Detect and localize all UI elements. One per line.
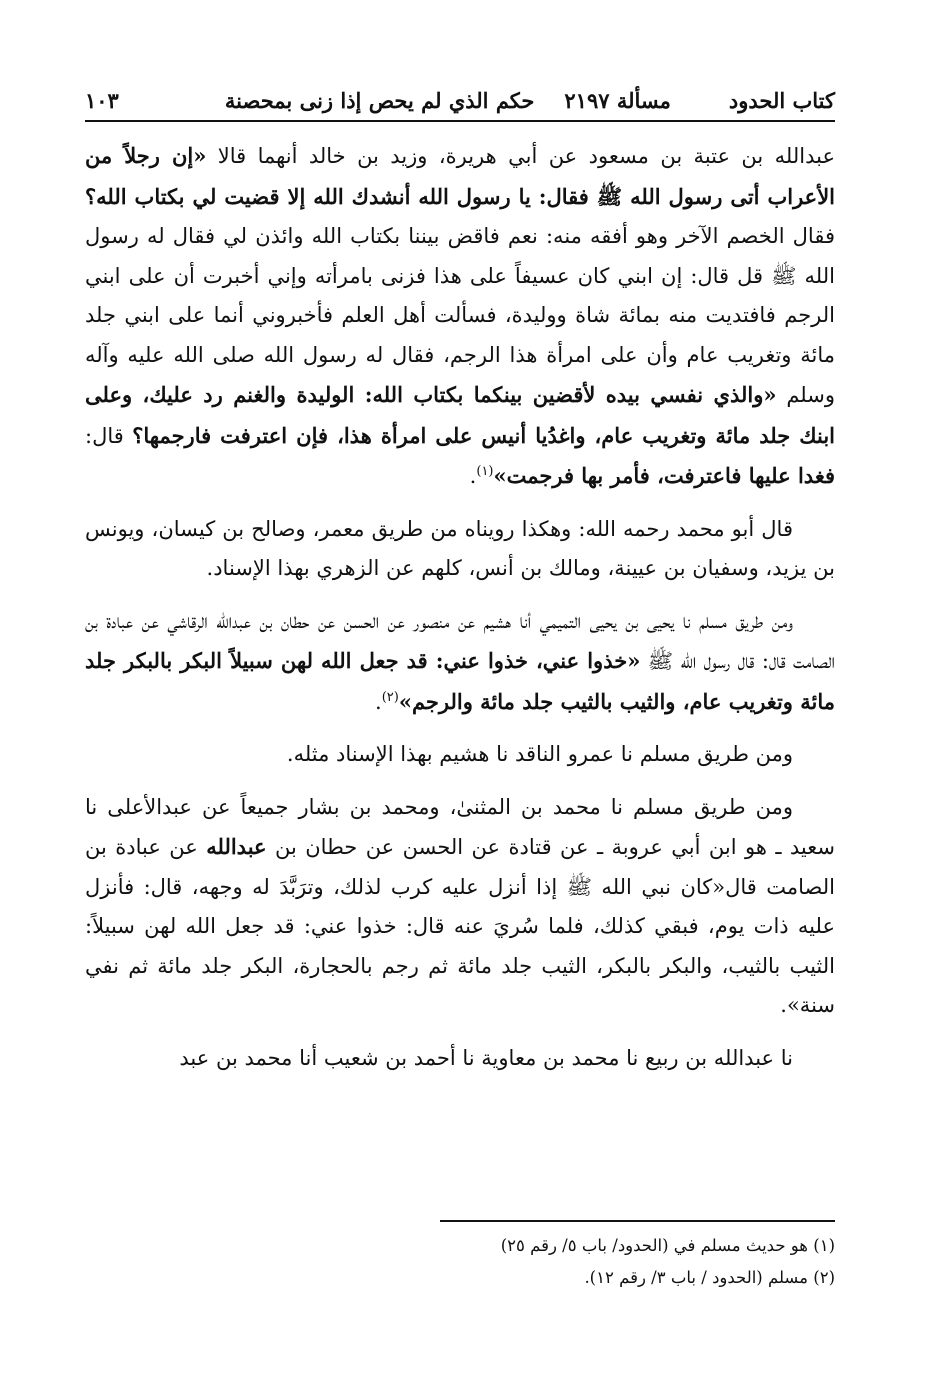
text-segment: . [375, 689, 382, 714]
paragraph-2: قال أبو محمد رحمه الله: وهكذا رويناه من طريق معمر، وصالح بن كيسان، ويونس بن يزيد، وسفيان بن عيينة، ومالك بن أنس، كلهم عن الزهري بهذا الإسناد. [85, 516, 835, 580]
text-segment: ومن طريق مسلم نا يحيى بن يحيى التميمي أنا هشيم عن منصور عن الحسن عن حطان بن عبدالله الرقاشي عن عبادة بن الصامت قال: قال رسول الله ﷺ [85, 608, 835, 673]
paragraph-1 [85, 136, 835, 497]
text-segment: عن عبادة بن الصامت قال«كان نبي الله ﷺ إذا أنزل عليه كرب لذلك، وترَبَّدَ له وجهه، قال: فأنزل عليه ذات يوم، فبقي كذلك، فلما سُريَ عنه قال: خذوا عني: قد جعل الله لهن سبيلاً: الثيب بالثيب، والبكر بالبكر، الثيب جلد مائة ثم رجم بالحجارة، البكر جلد مائة ثم نفي سنة». [85, 835, 835, 1017]
footnote-1: (١) هو حديث مسلم في (الحدود/ باب ٥/ رقم ٢٥) [500, 1236, 835, 1255]
text-segment: قال: [85, 423, 124, 448]
hadith-quote: «خذوا عني، خذوا عني: قد جعل الله لهن سبيلاً البكر بالبكر جلد مائة وتغريب عام، والثيب بالثيب جلد مائة والرجم» [85, 648, 835, 714]
footnote-divider [440, 1220, 835, 1222]
text-segment: ومن طريق مسلم نا محمد بن المثنىٰ، ومحمد بن بشار جميعاً عن عبدالأعلى نا سعيد ـ هو ابن أبي عروبة ـ عن قتادة عن الحسن عن حطان بن [85, 794, 835, 859]
paragraph-4: ومن طريق مسلم نا عمرو الناقد نا هشيم بهذا الإسناد مثله. [286, 742, 793, 766]
footnote-ref[interactable]: (١) [476, 464, 494, 479]
paragraph-6: نا عبدالله بن ربيع نا محمد بن معاوية نا أحمد بن شعيب أنا محمد بن عبد [179, 1045, 793, 1070]
footnotes [85, 1220, 835, 1294]
running-header [85, 88, 835, 122]
text-segment: عبدالله بن عتبة بن مسعود عن أبي هريرة، وزيد بن خالد أنهما قالا [217, 144, 835, 168]
paragraph-5 [85, 788, 835, 1026]
text-segment: . [469, 464, 477, 488]
text-segment: فقال الخصم الآخر وهو أفقه منه: نعم فاقض بيننا بكتاب الله وائذن لي فقال له رسول الله ﷺ قل قال: إن ابني كان عسيفاً على هذا فزنى بامرأته وإني أخبرت أن على ابني الرجم فافتديت منه بمائة شاة ووليدة، فسألت أهل العلم فأخبروني أنما على ابني جلد مائة وتغريب عام وأن على امرأة هذا الرجم، فقال له رسول الله صلى الله عليه وآله وسلم [85, 224, 835, 407]
page-body [85, 136, 835, 1078]
issue-number: مسألة ٢١٩٧ [564, 88, 671, 113]
page-number: ١٠٣ [85, 88, 119, 113]
name-bold: عبدالله [206, 834, 267, 859]
footnote-ref[interactable]: (٢) [381, 689, 399, 705]
running-title [225, 88, 835, 114]
hadith-quote: «والذي نفسي بيده لأقضين بينكما بكتاب الله: الوليدة والغنم رد عليك، وعلى ابنك جلد مائة وتغريب عام، واغدُيا أنيس على امرأة هذا، فإن اعترفت فارجمها؟ [85, 382, 835, 448]
book-title: كتاب الحدود [728, 88, 835, 113]
paragraph-3 [85, 602, 835, 723]
footnote-2: (٢) مسلم (الحدود / باب ٣/ رقم ١٢). [584, 1268, 835, 1287]
hadith-quote: «إن رجلاً من الأعراب أتى رسول الله ﷺ فقال: يا رسول الله أنشدك الله إلا قضيت لي بكتاب الله؟ [85, 143, 835, 209]
hadith-quote: فغدا عليها فاعترفت، فأمر بها فرجمت» [493, 463, 835, 488]
issue-title: حكم الذي لم يحص إذا زنى بمحصنة [224, 88, 535, 113]
